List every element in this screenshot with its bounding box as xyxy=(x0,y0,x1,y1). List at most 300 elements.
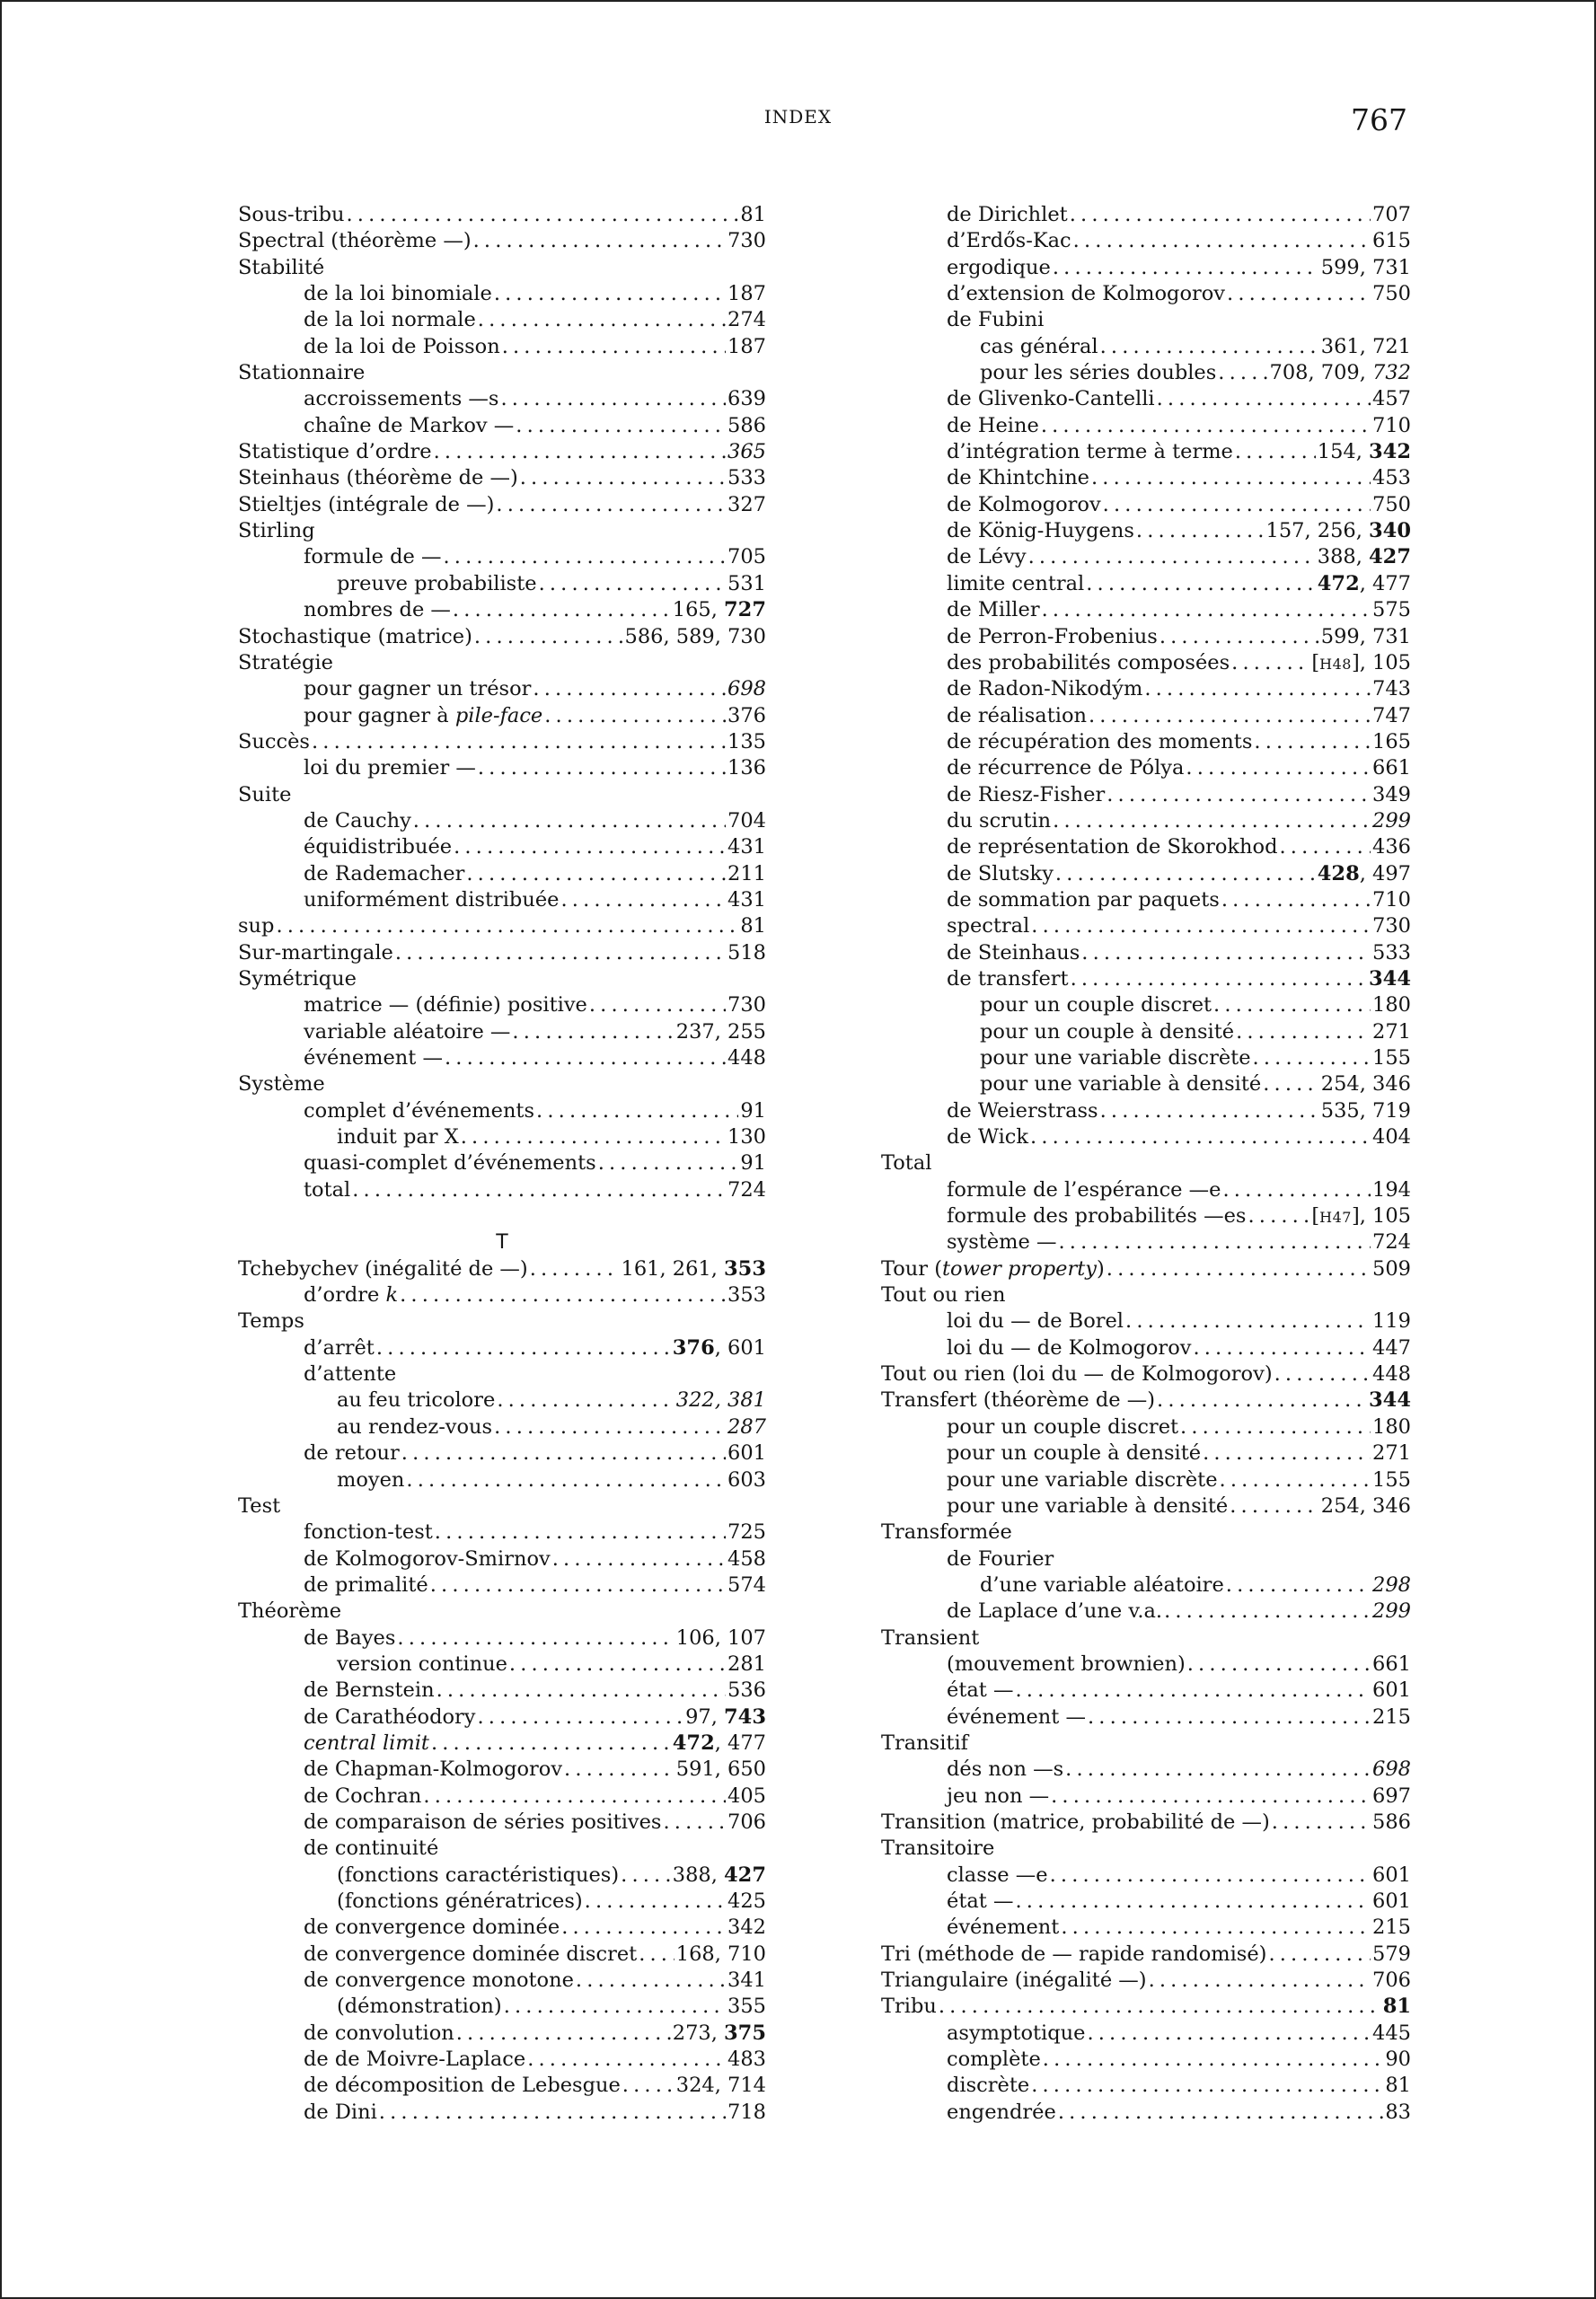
term-text: de convolution xyxy=(304,2021,454,2045)
page-ref: ], 105 xyxy=(1351,650,1411,674)
dot-leader xyxy=(939,1994,1381,2020)
index-term xyxy=(304,1150,596,1176)
dot-leader xyxy=(530,1256,620,1282)
index-term xyxy=(304,413,514,439)
dot-leader xyxy=(1125,1308,1371,1334)
page-references xyxy=(727,2047,766,2073)
page-ref: 273, xyxy=(672,2021,725,2045)
index-term xyxy=(947,2073,1029,2099)
index-term xyxy=(304,703,542,729)
term-text: de Fubini xyxy=(947,308,1045,332)
term-text: ergodique xyxy=(947,255,1051,279)
page-references xyxy=(727,1414,766,1440)
dot-leader xyxy=(466,861,726,887)
index-entry xyxy=(238,386,766,412)
page-references xyxy=(1270,360,1411,386)
page-ref: 707 xyxy=(1372,203,1411,226)
dot-leader xyxy=(1031,913,1371,939)
dot-leader xyxy=(1043,2047,1384,2073)
page-ref: 601 xyxy=(1372,1863,1411,1887)
page-ref: 375 xyxy=(724,2021,766,2045)
term-text: (mouvement brownien) xyxy=(947,1652,1186,1676)
index-entry xyxy=(238,1256,766,1282)
index-term xyxy=(304,834,452,860)
running-head xyxy=(2,102,1594,138)
index-term xyxy=(238,360,365,386)
index-entry xyxy=(881,544,1411,570)
page-ref: 254, 346 xyxy=(1320,1072,1411,1097)
index-term xyxy=(304,1361,396,1387)
page-references xyxy=(1372,413,1411,439)
index-entry xyxy=(238,887,766,913)
page-references xyxy=(727,1968,766,1994)
page-ref: 457 xyxy=(1372,387,1411,411)
dot-leader xyxy=(1100,334,1319,360)
term-text: k xyxy=(385,1283,399,1308)
index-term xyxy=(881,1836,994,1862)
index-term xyxy=(304,1704,475,1731)
term-text: pour un couple discret xyxy=(947,1414,1179,1439)
dot-leader xyxy=(1053,808,1371,834)
term-text: central limit xyxy=(304,1731,429,1755)
index-entry xyxy=(881,1308,1411,1334)
term-text: de Cauchy xyxy=(304,808,411,832)
term-text: état — xyxy=(947,1678,1014,1703)
index-entry xyxy=(881,1493,1411,1519)
index-entry xyxy=(238,703,766,729)
term-text: de Wick xyxy=(947,1125,1029,1150)
index-entry xyxy=(238,1335,766,1361)
term-text: au feu tricolore xyxy=(337,1388,496,1413)
page-references xyxy=(1372,1599,1411,1625)
term-text: Transition (matrice, probabilité de —) xyxy=(881,1810,1270,1834)
page-ref: 180 xyxy=(1372,1414,1411,1439)
page-ref: 215 xyxy=(1372,1704,1411,1729)
term-text: d’attente xyxy=(304,1362,397,1387)
index-entry xyxy=(238,940,766,966)
index-term xyxy=(238,465,518,491)
page-references xyxy=(727,2100,766,2126)
page-references xyxy=(1372,703,1411,729)
index-entry xyxy=(881,1177,1411,1203)
page-references xyxy=(1369,966,1411,992)
index-term xyxy=(304,1625,395,1652)
page-references xyxy=(1318,571,1411,597)
page-references xyxy=(676,1625,766,1652)
term-text: pour un couple discret xyxy=(980,993,1212,1017)
dot-leader xyxy=(1157,386,1371,412)
term-text: Stirling xyxy=(238,519,315,543)
page-references xyxy=(1385,2047,1411,2073)
page-references xyxy=(676,2073,766,2099)
dot-leader xyxy=(1136,518,1265,544)
index-term xyxy=(304,386,498,412)
index-entry xyxy=(238,255,766,281)
page-references xyxy=(1311,1203,1411,1230)
page-ref: 327 xyxy=(727,492,766,516)
index-entry xyxy=(238,518,766,544)
page-references xyxy=(727,1994,766,2020)
index-entry xyxy=(238,1863,766,1889)
index-entry xyxy=(238,1784,766,1810)
index-term xyxy=(304,2021,454,2047)
page-references xyxy=(1321,624,1411,650)
page-references xyxy=(1321,1098,1411,1124)
index-entry xyxy=(881,413,1411,439)
dot-leader xyxy=(561,1915,726,1941)
page-references xyxy=(1311,650,1411,677)
dot-leader xyxy=(1268,1942,1371,1968)
index-entry xyxy=(881,1150,1411,1176)
index-term xyxy=(947,1335,1191,1361)
page-ref: 710 xyxy=(1372,887,1411,912)
page-references xyxy=(727,676,766,702)
term-text: de convergence monotone xyxy=(304,1969,574,1993)
index-term xyxy=(337,571,537,597)
dot-leader xyxy=(1221,887,1371,913)
page-ref: 90 xyxy=(1385,2048,1411,2072)
page-references xyxy=(1372,782,1411,808)
index-entry xyxy=(881,1757,1411,1783)
page-references xyxy=(1372,1572,1411,1599)
term-text: événement xyxy=(947,1916,1060,1940)
term-text: loi du — de Borel xyxy=(947,1309,1124,1334)
page-ref: 388, xyxy=(1317,545,1370,569)
page-references xyxy=(727,1519,766,1546)
page-references xyxy=(1372,940,1411,966)
index-term xyxy=(947,887,1220,913)
index-entry xyxy=(881,228,1411,254)
index-entry xyxy=(881,1440,1411,1467)
page-ref: 215 xyxy=(1372,1916,1411,1940)
index-term xyxy=(947,1784,1049,1810)
term-text: Stratégie xyxy=(238,650,333,674)
page-ref: 428 xyxy=(1317,861,1360,885)
index-entry xyxy=(881,1678,1411,1704)
index-entry xyxy=(238,2073,766,2099)
index-entry xyxy=(881,650,1411,676)
dot-leader xyxy=(1144,676,1371,702)
page-references xyxy=(727,1045,766,1071)
index-term xyxy=(304,1519,433,1546)
page-references xyxy=(1318,544,1411,570)
dot-leader xyxy=(1149,1968,1371,1994)
term-text: Symétrique xyxy=(238,966,357,991)
page-ref: , 497 xyxy=(1359,861,1411,885)
page-ref: 136 xyxy=(727,756,766,780)
term-text: quasi-complet d’événements xyxy=(304,1151,596,1176)
index-entry xyxy=(881,861,1411,887)
dot-leader xyxy=(1227,281,1371,307)
index-term xyxy=(304,597,451,623)
page-references xyxy=(1372,1942,1411,1968)
page-ref: 168, 710 xyxy=(675,1942,766,1966)
index-entry xyxy=(238,465,766,491)
page-references xyxy=(1318,439,1411,465)
page-ref: 81 xyxy=(740,914,766,938)
index-term xyxy=(947,782,1105,808)
page-ref: 458 xyxy=(727,1546,766,1571)
page-ref: 341 xyxy=(727,1969,766,1993)
index-entry xyxy=(238,1704,766,1731)
term-text: loi du premier — xyxy=(304,756,476,780)
page-references xyxy=(727,492,766,518)
page-ref: 353 xyxy=(724,1256,766,1281)
term-text: accroissements —s xyxy=(304,387,499,411)
dot-leader xyxy=(413,808,726,834)
page-ref: 448 xyxy=(1372,1362,1411,1387)
page-references xyxy=(1372,1678,1411,1704)
dot-leader xyxy=(1272,1810,1371,1836)
index-term xyxy=(304,307,476,333)
index-entry xyxy=(881,386,1411,412)
page-references xyxy=(1372,1177,1411,1203)
index-entry xyxy=(881,1942,1411,1968)
section-letter-heading: T xyxy=(496,1231,508,1255)
page-ref: 157, 256, xyxy=(1265,519,1370,543)
dot-leader xyxy=(1058,1229,1371,1255)
index-entry xyxy=(881,1229,1411,1255)
term-text: preuve probabiliste xyxy=(337,571,537,595)
page-references xyxy=(727,465,766,491)
index-entry xyxy=(238,1836,766,1862)
page-ref: 431 xyxy=(727,887,766,912)
page-references xyxy=(727,1440,766,1467)
page-references xyxy=(676,1757,766,1783)
page-references xyxy=(1372,1256,1411,1282)
page-references xyxy=(1372,1019,1411,1045)
term-text: spectral xyxy=(947,914,1030,938)
dot-leader xyxy=(663,1810,726,1836)
index-term xyxy=(304,887,559,913)
page-ref: 661 xyxy=(1372,756,1411,780)
index-term xyxy=(947,1203,1246,1229)
term-text: de Perron-Frobenius xyxy=(947,624,1158,648)
page-references xyxy=(673,1335,766,1361)
page-ref: 324, 714 xyxy=(675,2074,766,2098)
index-term xyxy=(304,2073,621,2099)
index-entry xyxy=(238,228,766,254)
term-text: Succès xyxy=(238,729,310,753)
term-text: d’intégration terme à terme xyxy=(947,440,1233,464)
dot-leader xyxy=(639,1942,675,1968)
dot-leader xyxy=(1100,1098,1319,1124)
term-text: Tout ou rien (loi du — de Kolmogorov) xyxy=(881,1362,1273,1387)
page-ref: 165, xyxy=(672,598,725,622)
index-term xyxy=(238,624,472,650)
page-ref: 533 xyxy=(1372,940,1411,965)
page-references xyxy=(727,1282,766,1308)
term-text: de Miller xyxy=(947,598,1040,622)
dot-leader xyxy=(564,1757,675,1783)
dot-leader xyxy=(622,2073,675,2099)
page-references xyxy=(1372,913,1411,939)
term-text: de convergence dominée discret xyxy=(304,1942,638,1966)
dot-leader xyxy=(1107,782,1371,808)
page-references xyxy=(1372,1810,1411,1836)
index-entry xyxy=(238,1414,766,1440)
index-term xyxy=(238,1493,280,1519)
index-entry xyxy=(238,676,766,702)
term-text: de retour xyxy=(304,1441,400,1466)
page-ref: 730 xyxy=(727,993,766,1017)
dot-leader xyxy=(401,1440,726,1467)
page-references xyxy=(727,755,766,781)
index-term xyxy=(337,1652,507,1678)
page-ref: , 477 xyxy=(1359,571,1411,595)
index-entry xyxy=(881,1784,1411,1810)
index-entry xyxy=(881,571,1411,597)
dot-leader xyxy=(474,624,623,650)
index-entry xyxy=(238,1177,766,1203)
index-entry xyxy=(881,1863,1411,1889)
index-entry xyxy=(238,439,766,465)
page-references xyxy=(1372,465,1411,491)
page-references xyxy=(727,1652,766,1678)
index-entry xyxy=(238,1282,766,1308)
dot-leader xyxy=(1015,1889,1371,1915)
index-entry xyxy=(881,518,1411,544)
dot-leader xyxy=(1053,255,1319,281)
page-ref: 601 xyxy=(1372,1889,1411,1913)
term-text: de comparaison de séries positives xyxy=(304,1810,662,1834)
page-references xyxy=(727,571,766,597)
index-entry xyxy=(238,1678,766,1704)
index-entry xyxy=(238,1361,766,1387)
dot-leader xyxy=(589,992,726,1018)
page-references xyxy=(1372,1335,1411,1361)
index-entry xyxy=(238,729,766,755)
page-references xyxy=(727,1889,766,1915)
page-references xyxy=(727,729,766,755)
dot-leader xyxy=(1087,2021,1371,2047)
dot-leader xyxy=(520,465,726,491)
index-term xyxy=(947,1652,1186,1678)
dot-leader xyxy=(1236,1019,1371,1045)
page-references xyxy=(1372,2021,1411,2047)
dot-leader xyxy=(536,1098,738,1124)
index-entry xyxy=(881,913,1411,939)
index-term xyxy=(238,1071,325,1097)
page-references xyxy=(727,439,766,465)
index-term xyxy=(947,2047,1041,2073)
page-ref: 533 xyxy=(727,466,766,490)
dot-leader xyxy=(1103,492,1371,518)
dot-leader xyxy=(494,281,726,307)
page-ref: 299 xyxy=(1372,1599,1411,1624)
index-term xyxy=(947,597,1040,623)
index-entry xyxy=(238,1071,766,1097)
page-ref: 509 xyxy=(1372,1256,1411,1281)
index-term xyxy=(947,940,1080,966)
term-text: fonction-test xyxy=(304,1520,433,1545)
page-references xyxy=(673,597,766,623)
index-entry xyxy=(881,2073,1411,2099)
dot-leader xyxy=(430,1572,726,1599)
term-text: de Weierstrass xyxy=(947,1098,1098,1123)
page-references xyxy=(1372,1414,1411,1440)
page-ref: 718 xyxy=(727,2100,766,2124)
index-term xyxy=(304,1572,428,1599)
dot-leader xyxy=(621,1863,671,1889)
page-references xyxy=(740,1098,766,1124)
dot-leader xyxy=(1086,571,1316,597)
term-text: uniformément distribuée xyxy=(304,887,560,912)
page-ref: 237, 255 xyxy=(675,1019,766,1044)
dot-leader xyxy=(456,2021,671,2047)
term-text: de Dini xyxy=(304,2100,377,2124)
dot-leader xyxy=(504,1994,726,2020)
index-term xyxy=(947,228,1071,254)
index-entry xyxy=(881,492,1411,518)
dot-leader xyxy=(1070,202,1371,228)
dot-leader xyxy=(1051,1784,1371,1810)
index-term xyxy=(947,413,1039,439)
index-term xyxy=(881,1731,968,1757)
index-term xyxy=(304,1784,421,1810)
index-term xyxy=(337,1414,492,1440)
page-references xyxy=(727,992,766,1018)
term-text: pour gagner à xyxy=(304,703,455,727)
index-entry xyxy=(238,992,766,1018)
page-references xyxy=(727,808,766,834)
index-entry xyxy=(881,1572,1411,1599)
index-term xyxy=(947,439,1233,465)
dot-leader xyxy=(461,1124,726,1150)
term-text: d’Erdős-Kac xyxy=(947,229,1071,253)
page-ref: 135 xyxy=(727,729,766,753)
term-text: (démonstration) xyxy=(337,1995,502,2019)
page-ref: 750 xyxy=(1372,492,1411,516)
page-references xyxy=(727,1177,766,1203)
index-entry xyxy=(238,492,766,518)
term-text: de la loi binomiale xyxy=(304,282,492,306)
index-term xyxy=(947,307,1044,333)
term-text: pour une variable à densité xyxy=(947,1493,1229,1518)
page-ref: 750 xyxy=(1372,282,1411,306)
page-references xyxy=(727,413,766,439)
dot-leader xyxy=(1193,1335,1371,1361)
index-term xyxy=(947,755,1184,781)
term-text: pour une variable discrète xyxy=(980,1046,1251,1070)
page-ref: 187 xyxy=(727,282,766,306)
term-text: de Steinhaus xyxy=(947,940,1080,965)
page-ref: 287 xyxy=(727,1414,766,1439)
term-text: Transformée xyxy=(881,1520,1012,1545)
page-ref: 574 xyxy=(727,1572,766,1597)
index-term xyxy=(947,1546,1054,1572)
page-number: 767 xyxy=(1351,102,1407,137)
index-term xyxy=(947,1599,1162,1625)
index-entry xyxy=(238,1019,766,1045)
term-text: de Dirichlet xyxy=(947,203,1068,226)
page-ref: 727 xyxy=(724,598,766,622)
index-term xyxy=(304,861,464,887)
dot-leader xyxy=(1280,834,1371,860)
index-term xyxy=(304,2100,377,2126)
index-term xyxy=(947,1229,1056,1255)
page-ref: 344 xyxy=(1369,1388,1411,1413)
index-entry xyxy=(238,1625,766,1652)
page-references xyxy=(1372,202,1411,228)
page-ref: [ xyxy=(1311,1204,1320,1229)
term-text: discrète xyxy=(947,2074,1030,2098)
index-entry xyxy=(881,597,1411,623)
dot-leader xyxy=(533,676,726,702)
page-ref: 698 xyxy=(1372,1757,1411,1782)
dot-leader xyxy=(497,1387,674,1414)
index-term xyxy=(337,1387,495,1414)
